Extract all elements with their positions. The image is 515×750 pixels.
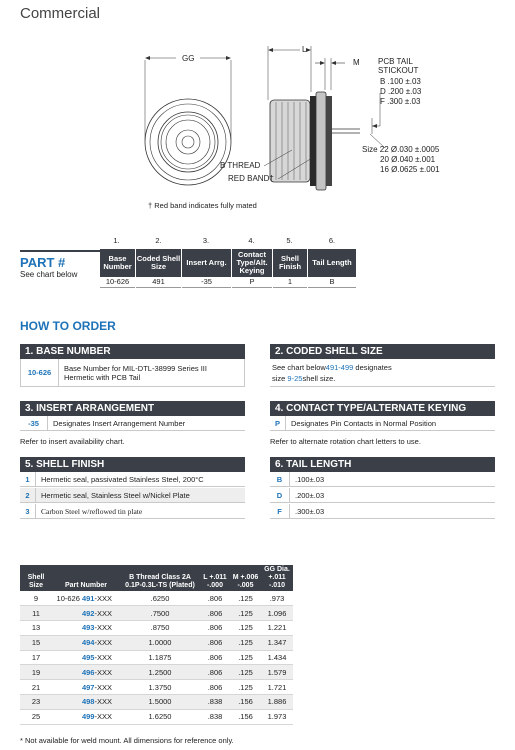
l-cell: .806 xyxy=(200,591,230,606)
gg-cell: 1.347 xyxy=(261,635,293,650)
part-number-block xyxy=(20,250,100,290)
part-code: 496 xyxy=(81,667,95,677)
part-suffix: -XXX xyxy=(94,623,112,633)
shell-size-cell: 9 xyxy=(20,591,52,606)
contact-type-desc: Designates Pin Contacts in Normal Position xyxy=(291,418,437,428)
coded-shell-header: 2. CODED SHELL SIZE xyxy=(270,344,495,359)
l-cell: .806 xyxy=(200,650,230,665)
table-row xyxy=(20,695,293,710)
base-number-desc-2: Hermetic with PCB Tail xyxy=(64,372,141,382)
table-footnote: * Not available for weld mount. All dimensions for reference only. xyxy=(20,736,234,745)
part-code: 498 xyxy=(81,697,95,707)
shell-finish-item xyxy=(20,504,245,519)
gg-cell: 1.221 xyxy=(261,621,293,636)
shell-size-cell: 17 xyxy=(20,650,52,665)
l-cell: .806 xyxy=(200,665,230,680)
coded-shell-divider xyxy=(270,386,495,387)
shell-finish-item xyxy=(20,488,245,503)
shell-finish-item xyxy=(20,472,245,487)
thread-cell: 1.3750 xyxy=(120,680,200,695)
pn-head-coded: Coded Shell Size xyxy=(136,249,181,277)
part-number-cell xyxy=(52,709,120,724)
l-cell: .806 xyxy=(200,621,230,636)
pn-num-1: 1. xyxy=(113,236,120,245)
contact-type-row xyxy=(270,416,495,431)
part-number-subtitle: See chart below xyxy=(20,270,78,279)
coded-shell-range: 491-499 xyxy=(325,363,354,372)
shell-size-cell: 23 xyxy=(20,695,52,710)
shell-finish-code-1: 1 xyxy=(20,472,36,486)
pn-num-3: 3. xyxy=(202,236,210,245)
gg-cell: .973 xyxy=(261,591,293,606)
shell-size-cell: 11 xyxy=(20,606,52,621)
coded-shell-text-1: See chart below xyxy=(272,363,326,372)
pn-head-contact: Contact Type/Alt. Keying xyxy=(232,249,272,277)
tail-length-code-3: F xyxy=(270,504,290,518)
tail-length-code-1: B xyxy=(270,472,290,486)
base-number-desc-1: Base Number for MIL-DTL-38999 Series III xyxy=(64,363,207,373)
insert-arrangement-note: Refer to insert availability chart. xyxy=(20,437,125,446)
stickout-d: D .200 ±.03 xyxy=(380,87,422,96)
part-code: 491 xyxy=(81,593,95,603)
page-title: Commercial xyxy=(20,5,101,22)
contact-type-code: P xyxy=(270,416,286,430)
part-suffix: -XXX xyxy=(94,593,112,603)
thread-cell: 1.2500 xyxy=(120,665,200,680)
gg-cell: 1.973 xyxy=(261,709,293,724)
thread-cell: .8750 xyxy=(120,621,200,636)
m-cell: .125 xyxy=(230,591,261,606)
l-cell: .806 xyxy=(200,635,230,650)
m-cell: .125 xyxy=(230,621,261,636)
col-l: L +.011 -.000 xyxy=(200,565,230,591)
part-number-cell xyxy=(52,591,120,606)
part-suffix: -XXX xyxy=(94,667,112,677)
m-cell: .156 xyxy=(230,695,261,710)
pcb-tail-title-1: PCB TAIL xyxy=(378,57,413,66)
pn-val-base: 10-626 xyxy=(100,277,135,288)
tail-length-item xyxy=(270,488,495,503)
pn-val-tail: B xyxy=(308,277,356,288)
table-row xyxy=(20,606,293,621)
pn-val-finish: 1 xyxy=(273,277,307,288)
thread-cell: .7500 xyxy=(120,606,200,621)
table-row xyxy=(20,650,293,665)
m-cell: .156 xyxy=(230,709,261,724)
part-number-cell xyxy=(52,695,120,710)
coded-shell-text-2: designates xyxy=(353,363,392,372)
part-code: 497 xyxy=(81,682,95,692)
dimension-table-header xyxy=(20,565,293,591)
gg-cell: 1.434 xyxy=(261,650,293,665)
part-code: 492 xyxy=(81,608,95,618)
part-prefix: 10-626 xyxy=(56,593,82,603)
l-label: L xyxy=(302,45,307,54)
contact-type-header: 4. CONTACT TYPE/ALTERNATE KEYING xyxy=(270,401,495,416)
thread-cell: 1.1875 xyxy=(120,650,200,665)
gg-cell: 1.721 xyxy=(261,680,293,695)
table-row xyxy=(20,665,293,680)
pn-head-insert: Insert Arrg. xyxy=(182,249,231,277)
part-suffix: -XXX xyxy=(94,608,112,618)
l-cell: .806 xyxy=(200,606,230,621)
pn-val-contact: P xyxy=(232,277,272,288)
pcb-tail-title-2: STICKOUT xyxy=(378,66,419,75)
table-row xyxy=(20,680,293,695)
size-16-note: 16 Ø.0625 ±.001 xyxy=(380,165,440,174)
part-code: 494 xyxy=(81,638,95,648)
part-number-cell xyxy=(52,650,120,665)
shell-finish-desc-3: Carbon Steel w/reflowed tin plate xyxy=(41,506,143,516)
drawing-footnote: † Red band indicates fully mated xyxy=(148,201,257,210)
part-number-title: PART # xyxy=(20,255,66,270)
pn-num-2: 2. xyxy=(155,236,162,245)
red-band-label: RED BAND† xyxy=(228,174,274,183)
shell-finish-header: 5. SHELL FINISH xyxy=(20,457,245,472)
pn-head-base: Base Number xyxy=(100,249,135,277)
part-number-cell xyxy=(52,621,120,636)
tail-length-code-2: D xyxy=(270,488,290,502)
col-m: M +.006 -.005 xyxy=(230,565,261,591)
l-cell: .838 xyxy=(200,695,230,710)
contact-type-note: Refer to alternate rotation chart letters to use. xyxy=(270,437,421,446)
tail-length-desc-1: .100±.03 xyxy=(295,474,325,484)
thread-cell: 1.0000 xyxy=(120,635,200,650)
part-number-cell xyxy=(52,665,120,680)
insert-arrangement-desc: Designates Insert Arrangement Number xyxy=(53,418,186,428)
m-cell: .125 xyxy=(230,635,261,650)
gg-label: GG xyxy=(182,54,195,63)
table-row xyxy=(20,591,293,606)
b-thread-label: B THREAD xyxy=(220,161,261,170)
col-b-thread: B Thread Class 2A 0.1P-0.3L-TS (Plated) xyxy=(120,565,200,591)
base-number-desc xyxy=(59,359,207,386)
how-to-order-title: HOW TO ORDER xyxy=(20,319,116,333)
gg-cell: 1.886 xyxy=(261,695,293,710)
tail-length-item xyxy=(270,504,495,519)
shell-finish-desc-1: Hermetic seal, passivated Stainless Steel, 200°C xyxy=(41,474,204,484)
pn-num-5: 5. xyxy=(286,236,293,245)
m-label: M xyxy=(353,58,360,67)
shell-size-cell: 15 xyxy=(20,635,52,650)
pn-head-finish: Shell Finish xyxy=(273,249,307,277)
pn-val-insert: -35 xyxy=(182,277,231,288)
col-shell-size: Shell Size xyxy=(20,565,52,591)
size-22-note: Size 22 Ø.030 ±.0005 xyxy=(362,145,440,154)
shell-finish-desc-2: Hermetic seal, Stainless Steel w/Nickel Plate xyxy=(41,490,190,500)
part-suffix: -XXX xyxy=(94,653,112,663)
part-number-cell xyxy=(52,606,120,621)
m-cell: .125 xyxy=(230,650,261,665)
part-suffix: -XXX xyxy=(94,712,112,722)
connector-drawing xyxy=(0,30,515,215)
table-row xyxy=(20,709,293,724)
part-code: 493 xyxy=(81,623,95,633)
shell-finish-code-2: 2 xyxy=(20,488,36,502)
insert-arrangement-row xyxy=(20,416,245,431)
thread-cell: 1.6250 xyxy=(120,709,200,724)
part-suffix: -XXX xyxy=(94,697,112,707)
size-20-note: 20 Ø.040 ±.001 xyxy=(380,155,436,164)
coded-shell-text-4: shell size. xyxy=(302,374,336,383)
part-number-cell xyxy=(52,635,120,650)
coded-shell-sizes: 9-25 xyxy=(287,374,303,383)
col-gg: GG Dia. +.011 -.010 xyxy=(261,565,293,591)
stickout-b: B .100 ±.03 xyxy=(380,77,421,86)
table-row xyxy=(20,621,293,636)
tail-length-desc-3: .300±.03 xyxy=(295,506,325,516)
tail-length-item xyxy=(270,472,495,487)
pn-val-coded: 491 xyxy=(136,277,181,288)
part-code: 499 xyxy=(81,712,95,722)
thread-cell: .6250 xyxy=(120,591,200,606)
part-code: 495 xyxy=(81,653,95,663)
part-suffix: -XXX xyxy=(94,638,112,648)
stickout-f: F .300 ±.03 xyxy=(380,97,421,106)
insert-arrangement-code: -35 xyxy=(20,416,48,430)
tail-length-header: 6. TAIL LENGTH xyxy=(270,457,495,472)
table-row xyxy=(20,635,293,650)
pn-num-4: 4. xyxy=(248,236,255,245)
pn-head-tail: Tail Length xyxy=(308,249,356,277)
shell-size-cell: 25 xyxy=(20,709,52,724)
coded-shell-desc xyxy=(272,362,392,384)
insert-arrangement-header: 3. INSERT ARRANGEMENT xyxy=(20,401,245,416)
part-suffix: -XXX xyxy=(94,682,112,692)
part-number-cell xyxy=(52,680,120,695)
l-cell: .838 xyxy=(200,709,230,724)
m-cell: .125 xyxy=(230,665,261,680)
coded-shell-text-3: size xyxy=(272,374,288,383)
base-number-row xyxy=(20,359,245,387)
base-number-code: 10-626 xyxy=(21,359,59,386)
pn-num-6: 6. xyxy=(328,236,336,245)
m-cell: .125 xyxy=(230,606,261,621)
col-part-number: Part Number xyxy=(52,565,120,591)
shell-size-cell: 19 xyxy=(20,665,52,680)
tail-length-desc-2: .200±.03 xyxy=(295,490,325,500)
gg-cell: 1.579 xyxy=(261,665,293,680)
l-cell: .806 xyxy=(200,680,230,695)
thread-cell: 1.5000 xyxy=(120,695,200,710)
m-cell: .125 xyxy=(230,680,261,695)
shell-finish-code-3: 3 xyxy=(20,504,36,518)
base-number-header: 1. BASE NUMBER xyxy=(20,344,245,359)
shell-size-cell: 13 xyxy=(20,621,52,636)
shell-size-cell: 21 xyxy=(20,680,52,695)
dimension-table xyxy=(20,565,293,725)
gg-cell: 1.096 xyxy=(261,606,293,621)
